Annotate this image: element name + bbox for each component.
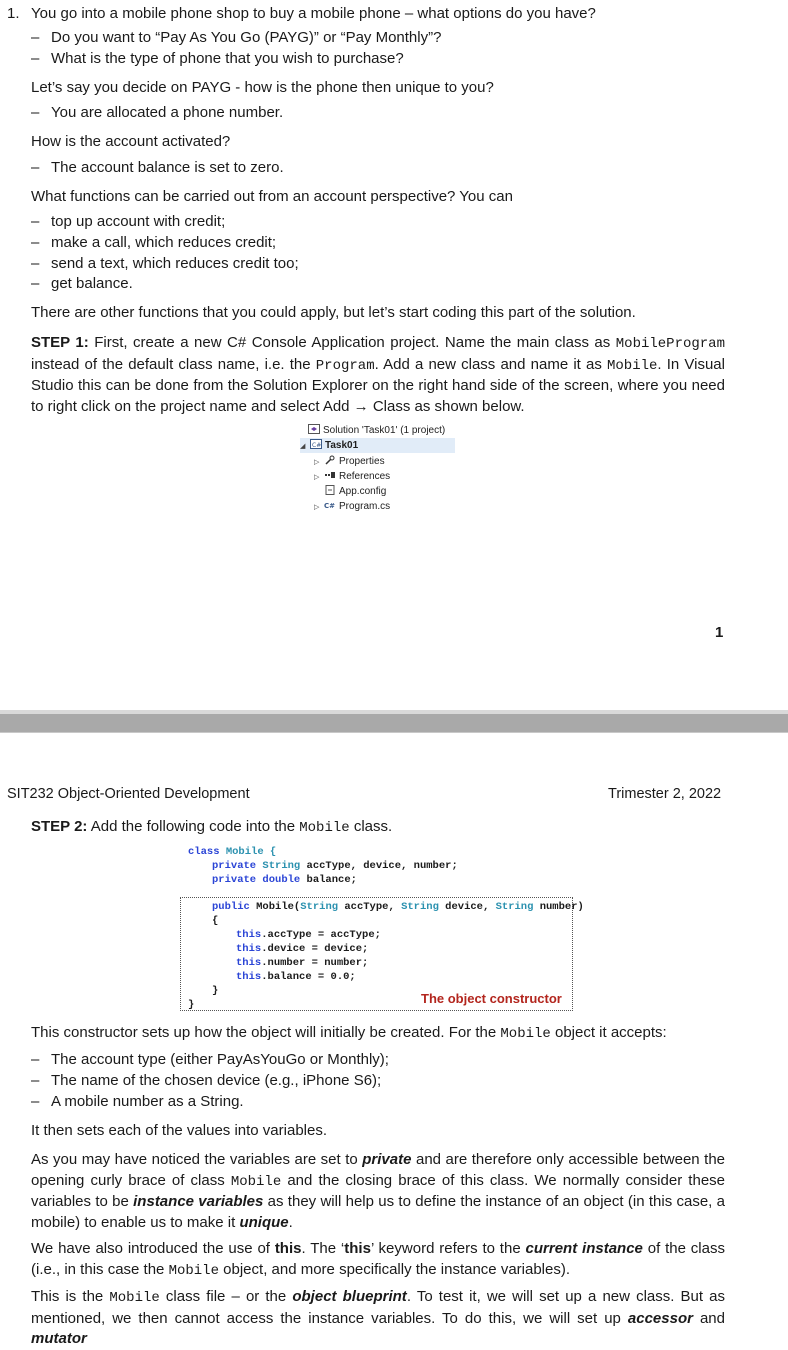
step1-label: STEP 1: <box>31 334 89 351</box>
code-line: this.balance = 0.0; <box>236 971 356 983</box>
step2-label: STEP 2: <box>31 818 88 835</box>
code-line: class Mobile { <box>188 846 277 858</box>
csharp-file-icon <box>324 500 336 510</box>
code-inline: MobileProgram <box>615 336 725 352</box>
step1-paragraph: STEP 1: First, create a new C# Console Application project. Name the main class as MobileProgram instead of the default class name, i.e. the Program. Add a new class and name it as Mobile. In Visual Studio this can be done from the Solution Explorer on the right hand side of the screen, where you need to right click on the project name and select Add → Class as shown below. <box>31 334 725 415</box>
list-item: – A mobile number as a String. <box>31 1093 244 1110</box>
list-item: – What is the type of phone that you wish to purchase? <box>31 50 404 67</box>
solution-icon <box>308 424 320 434</box>
header-right: Trimester 2, 2022 <box>608 786 722 802</box>
page-break <box>0 732 788 733</box>
code-line: private double balance; <box>212 874 357 886</box>
list-item: – The account type (either PayAsYouGo or Monthly); <box>31 1051 389 1068</box>
constructor-annotation: The object constructor <box>421 991 562 1006</box>
solution-explorer-image <box>300 423 460 518</box>
wrench-icon <box>324 455 336 465</box>
paragraph: Let’s say you decide on PAYG - how is the phone then unique to you? <box>31 79 494 96</box>
svg-text:C#: C# <box>324 502 336 510</box>
tree-item-app-config[interactable]: App.config <box>324 484 386 499</box>
list-item: – get balance. <box>31 275 133 292</box>
tree-item-program-cs[interactable]: ▷ C# Program.cs <box>314 499 390 514</box>
list-item: – send a text, which reduces credit too; <box>31 255 299 272</box>
code-inline: Program <box>315 357 375 374</box>
code-line: this.accType = accType; <box>236 929 381 941</box>
question-text: You go into a mobile phone shop to buy a mobile phone – what options do you have? <box>31 5 596 22</box>
list-item: – make a call, which reduces credit; <box>31 234 277 251</box>
question-number: 1. <box>7 5 20 22</box>
csharp-project-icon <box>310 439 322 449</box>
code-line: private String accType, device, number; <box>212 860 458 872</box>
collapsed-arrow-icon: ▷ <box>314 474 320 481</box>
header-left: SIT232 Object-Oriented Development <box>7 786 250 802</box>
step2-paragraph: STEP 2: Add the following code into the Mobile class. <box>31 818 393 836</box>
paragraph: This constructor sets up how the object will initially be created. For the Mobile object it accepts: <box>31 1024 667 1042</box>
code-line: { <box>212 915 219 927</box>
code-block <box>180 842 584 1012</box>
project-row[interactable]: ◢ C# Task01 <box>300 438 455 453</box>
code-inline: Mobile <box>299 820 350 836</box>
code-inline: Mobile <box>109 1290 160 1306</box>
collapsed-arrow-icon: ▷ <box>314 459 320 466</box>
list-item: – The account balance is set to zero. <box>31 159 284 176</box>
tree-item-references[interactable]: ▷ References <box>314 469 390 484</box>
list-item: – The name of the chosen device (e.g., iPhone S6); <box>31 1072 382 1089</box>
code-line: this.number = number; <box>236 957 369 969</box>
solution-row: Solution 'Task01' (1 project) <box>308 423 445 438</box>
code-line: this.device = device; <box>236 943 369 955</box>
expanded-arrow-icon: ◢ <box>300 443 306 450</box>
list-item: – You are allocated a phone number. <box>31 104 284 121</box>
code-inline: Mobile <box>606 357 658 374</box>
code-line: public Mobile(String accType, String device, String number) <box>212 901 584 913</box>
code-line: } <box>212 985 219 997</box>
svg-text:C#: C# <box>312 442 322 449</box>
list-item: – Do you want to “Pay As You Go (PAYG)” or “Pay Monthly”? <box>31 29 442 46</box>
code-inline: Mobile <box>230 1173 282 1190</box>
collapsed-arrow-icon: ▷ <box>314 504 320 511</box>
code-inline: Mobile <box>168 1262 219 1279</box>
code-inline: Mobile <box>500 1026 551 1042</box>
this-paragraph: We have also introduced the use of this. The ‘this’ keyword refers to the current instance of the class (i.e., in this case the Mobile object, and more specifically the instance variables). <box>31 1240 725 1279</box>
blueprint-paragraph: This is the Mobile class file – or the object blueprint. To test it, we will set up a new class. But as mentioned, we then cannot access the instance variables. To do this, we will set up accessor and mutator <box>31 1288 726 1347</box>
code-line: } <box>188 999 195 1011</box>
list-item: – top up account with credit; <box>31 213 226 230</box>
page-break <box>0 714 788 732</box>
paragraph: What functions can be carried out from an account perspective? You can <box>31 188 513 205</box>
tree-item-properties[interactable]: ▷ Properties <box>314 454 385 469</box>
paragraph: It then sets each of the values into variables. <box>31 1122 328 1139</box>
page-number: 1 <box>715 624 724 641</box>
config-file-icon <box>324 485 336 495</box>
private-paragraph: As you may have noticed the variables are set to private and are therefore only accessible between the opening curly brace of class Mobile and the closing brace of this class. We normally consider these variables to be instance variables as they will help us to define the instance of an object (in this case, a mobile) to enable us to make it unique. <box>31 1151 726 1231</box>
paragraph: There are other functions that you could apply, but let’s start coding this part of the solution. <box>31 304 636 321</box>
references-icon <box>324 470 336 480</box>
paragraph: How is the account activated? <box>31 133 231 150</box>
